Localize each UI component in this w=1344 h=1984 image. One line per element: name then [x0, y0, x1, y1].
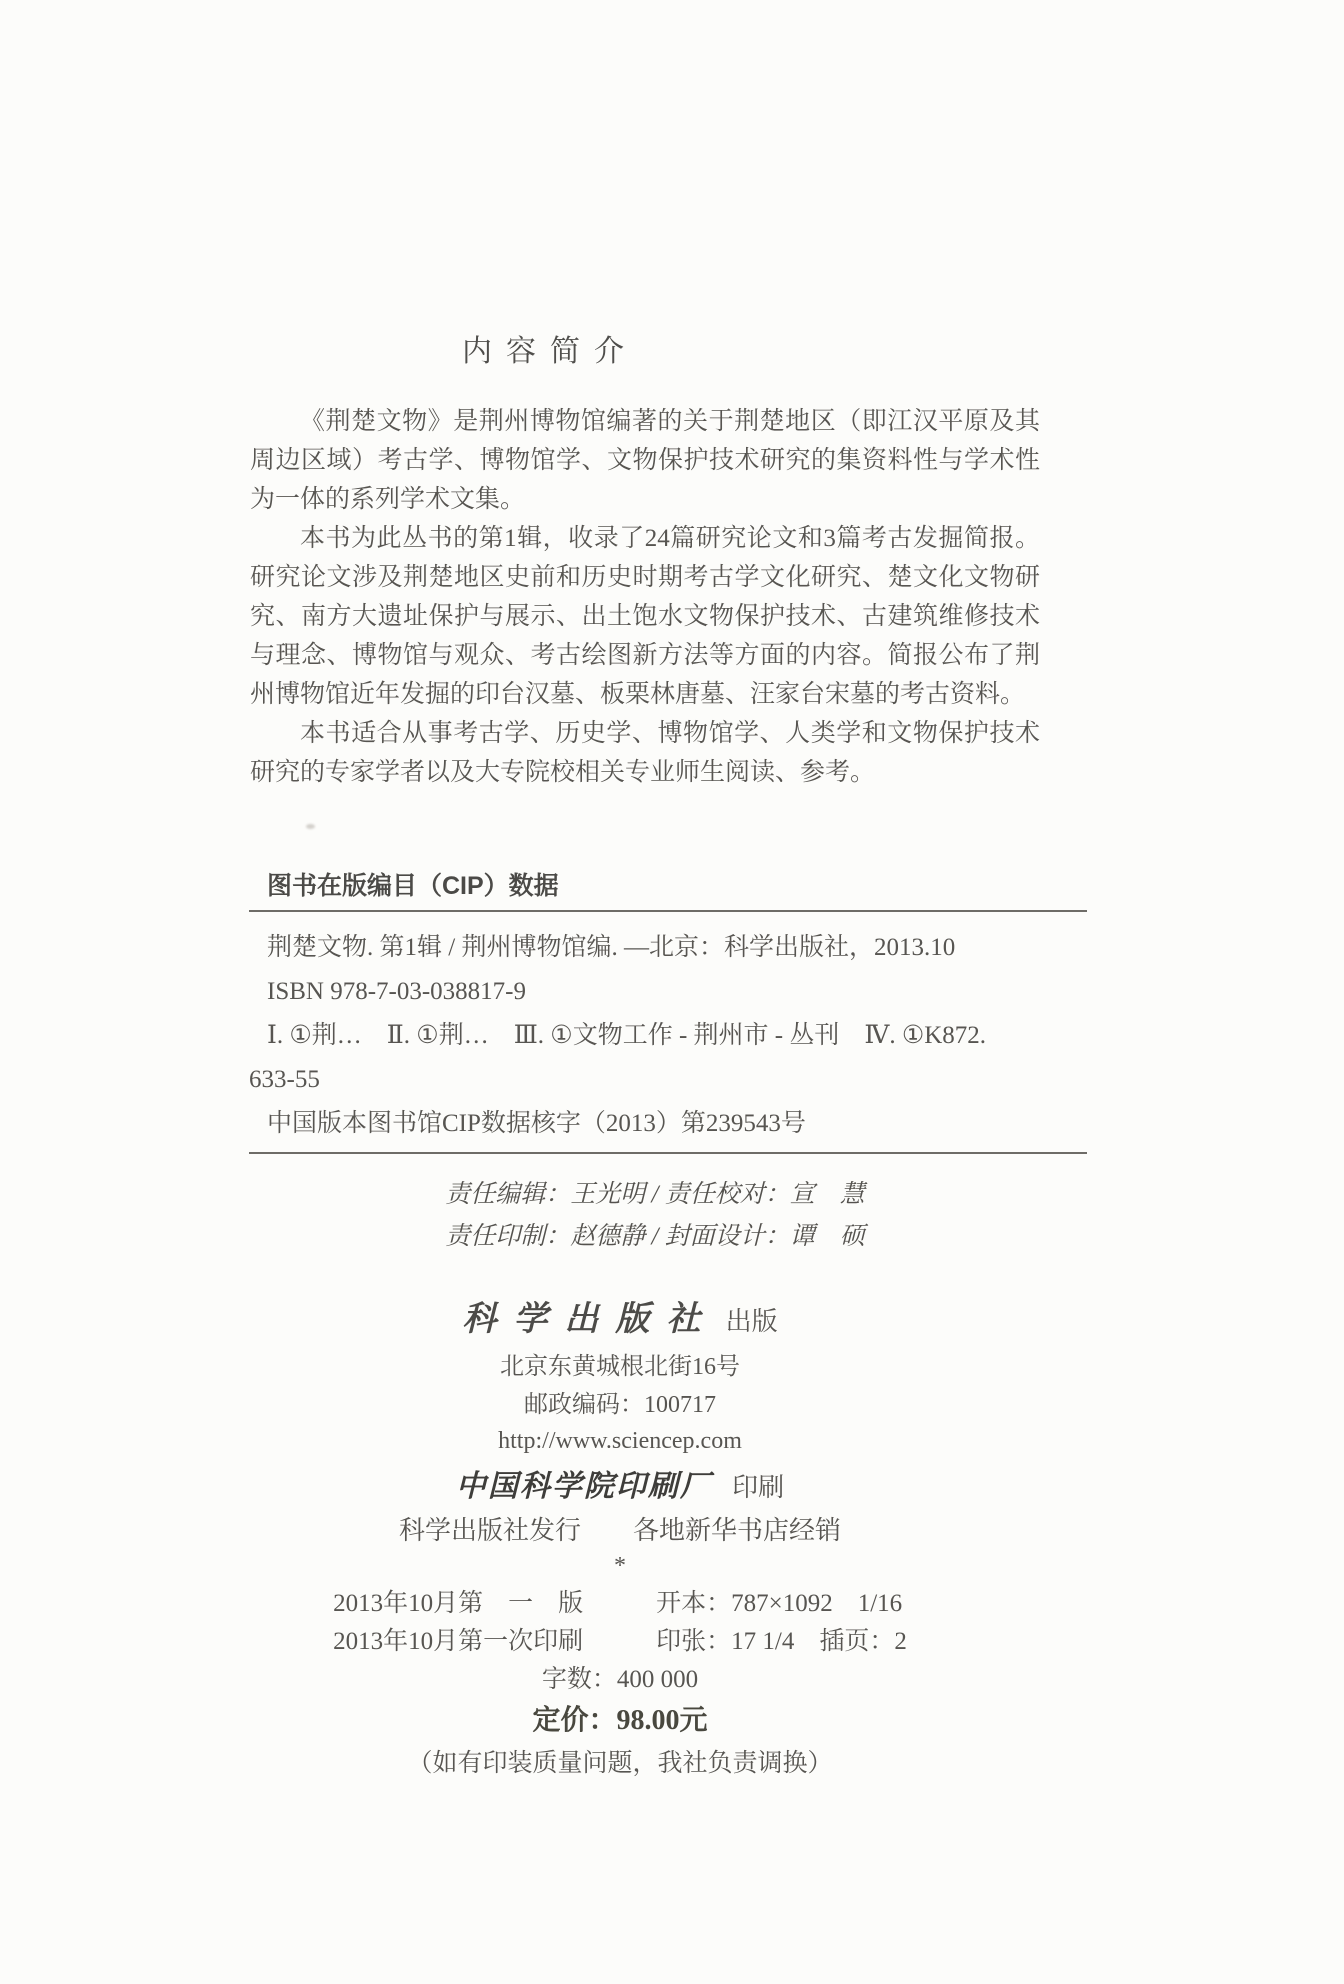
cip-record [249, 926, 1087, 1146]
publisher-website: http://www.sciencep.com [498, 1428, 742, 1454]
publisher-address: 北京东黄城根北街16号 [500, 1354, 740, 1380]
cip-divider-bottom [249, 1152, 1087, 1154]
edition-table [333, 1585, 907, 1661]
intro-title: 内容简介 [462, 335, 638, 368]
edition-date-label: 2013年10月第 一 版 [333, 1590, 584, 1617]
printer-logo-text: 中国科学院印刷厂 [455, 1470, 712, 1503]
word-count-line: 字数：400 000 [541, 1666, 699, 1693]
sheets-label: 印张：17 1/4 插页：2 [656, 1628, 907, 1655]
cip-section [249, 868, 1087, 1154]
publisher-postcode: 邮政编码：100717 [524, 1392, 716, 1418]
publisher-logo-text: 科学出版社 [462, 1301, 718, 1338]
intro-paragraph-2: 本书为此丛书的第1辑，收录了24篇研究论文和3篇考古发掘简报。研究论文涉及荆楚地区史前和历史时期考古学文化研究、楚文化文物研究、南方大遗址保护与展示、出土饱水文物保护技术、古建筑维修技术与理念、博物馆与观众、考古绘图新方法等方面的内容。简报公布了荆州博物馆近年发掘的印台汉墓、板栗林唐墓、汪家台宋墓的考古资料。 [250, 525, 1040, 708]
printer-line [225, 1465, 1015, 1511]
cip-heading: 图书在版编目（CIP）数据 [267, 872, 559, 900]
publisher-line [225, 1296, 1015, 1347]
price-line: 定价：98.00元 [532, 1705, 708, 1736]
format-label: 开本：787×1092 1/16 [656, 1590, 903, 1617]
credits-section [250, 1174, 1060, 1258]
separator-star: * [614, 1553, 626, 1579]
cip-line-isbn: ISBN 978-7-03-038817-9 [267, 978, 527, 1005]
cip-line-record-number: 中国版本图书馆CIP数据核字（2013）第239543号 [267, 1110, 806, 1137]
quality-note-line: （如有印装质量问题，我社负责调换） [407, 1750, 833, 1777]
intro-paragraphs [250, 402, 1040, 792]
printing-date-label: 2013年10月第一次印刷 [333, 1628, 584, 1655]
intro-paragraph-3: 本书适合从事考古学、历史学、博物馆学、人类学和文物保护技术研究的专家学者以及大专院校相关专业师生阅读、参考。 [250, 720, 1040, 786]
distribution-line: 科学出版社发行 各地新华书店经销 [398, 1516, 841, 1545]
publisher-role-label: 出版 [725, 1307, 778, 1336]
credit-line-printing: 责任印制：赵德静 / 封面设计：谭 硕 [445, 1223, 865, 1250]
cip-line-title: 荆楚文物. 第1辑 / 荆州博物馆编. —北京：科学出版社，2013.10 [267, 934, 956, 961]
scan-speck [306, 824, 315, 829]
colophon-section [225, 1296, 1015, 1785]
cip-line-class-number: 633-55 [249, 1066, 320, 1093]
cip-divider-top [249, 910, 1087, 912]
intro-paragraph-1: 《荆楚文物》是荆州博物馆编著的关于荆楚地区（即江汉平原及其周边区域）考古学、博物馆学、文物保护技术研究的集资料性与学术性为一体的系列学术文集。 [250, 408, 1040, 513]
edition-row-1 [333, 1585, 907, 1623]
credit-line-editing: 责任编辑：王光明 / 责任校对：宣 慧 [445, 1181, 865, 1208]
content-intro-section [250, 330, 1040, 792]
printer-role-label: 印刷 [732, 1473, 785, 1502]
cip-line-classification: Ⅰ. ①荆… Ⅱ. ①荆… Ⅲ. ①文物工作 - 荆州市 - 丛刊 Ⅳ. ①K872. [267, 1022, 987, 1049]
edition-row-2 [333, 1623, 907, 1661]
